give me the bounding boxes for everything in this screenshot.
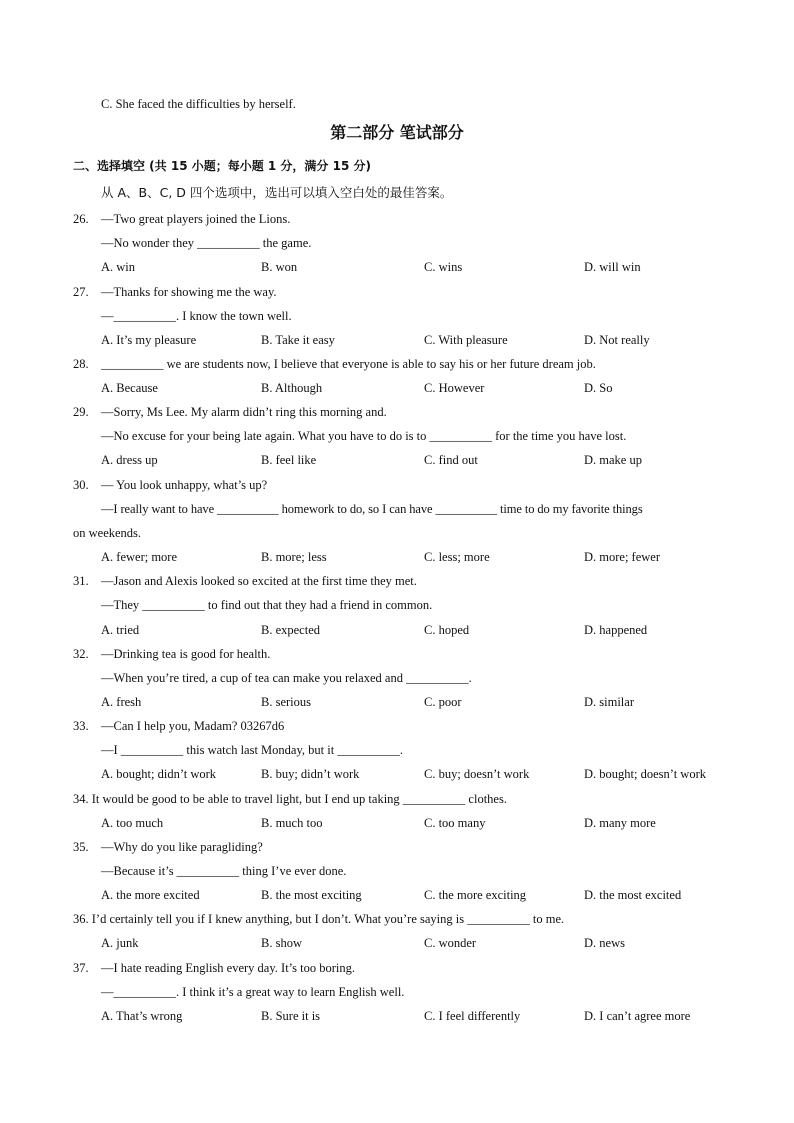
- question-number: 27.: [73, 285, 89, 299]
- question-line: I’d certainly tell you if I knew anything, but I don’t. What you’re saying is __________ to me.: [91, 912, 565, 926]
- question-36-stem: [73, 911, 564, 927]
- question-line: —__________. I think it’s a great way to learn English well.: [101, 985, 405, 999]
- option-d: D. make up: [584, 453, 642, 467]
- question-line: —Two great players joined the Lions.: [101, 212, 291, 226]
- option-a: A. dress up: [101, 453, 158, 467]
- option-c: C. hoped: [424, 623, 470, 637]
- question-number: 36.: [73, 912, 89, 926]
- option-c: C. wonder: [424, 936, 477, 950]
- option-d: D. Not really: [584, 333, 650, 347]
- question-line: —Jason and Alexis looked so excited at the first time they met.: [101, 574, 417, 588]
- question-line: —I really want to have __________ homework to do, so I can have __________ time to do my favorite things: [101, 502, 643, 516]
- question-line: —Drinking tea is good for health.: [101, 647, 271, 661]
- question-line: —No wonder they __________ the game.: [101, 236, 312, 250]
- option-a: A. bought; didn’t work: [101, 767, 217, 781]
- option-b: B. more; less: [261, 550, 327, 564]
- option-b: B. Sure it is: [261, 1009, 321, 1023]
- question-number: 31.: [73, 574, 89, 588]
- option-a: A. fresh: [101, 695, 142, 709]
- option-a: A. That’s wrong: [101, 1009, 183, 1023]
- question-line: —No excuse for your being late again. What you have to do is to __________ for the time you have lost.: [101, 429, 627, 443]
- option-c: C. buy; doesn’t work: [424, 767, 530, 781]
- option-b: B. buy; didn’t work: [261, 767, 360, 781]
- option-c: C. the more exciting: [424, 888, 527, 902]
- option-d: D. the most excited: [584, 888, 682, 902]
- option-d: D. news: [584, 936, 625, 950]
- question-number: 33.: [73, 719, 89, 733]
- option-a: A. Because: [101, 381, 158, 395]
- option-c: C. poor: [424, 695, 462, 709]
- question-line: __________ we are students now, I believe that everyone is able to say his or her future dream job.: [101, 357, 596, 371]
- section-heading: 二、选择填空 (共 15 小题；每小题 1 分，满分 15 分): [73, 159, 371, 173]
- question-line: — You look unhappy, what’s up?: [101, 478, 268, 492]
- option-a: A. too much: [101, 816, 164, 830]
- option-d: D. will win: [584, 260, 641, 274]
- option-d: D. bought; doesn’t work: [584, 767, 706, 781]
- option-b: B. Although: [261, 381, 323, 395]
- option-b: B. Take it easy: [261, 333, 335, 347]
- option-a: A. tried: [101, 623, 140, 637]
- option-c: C. However: [424, 381, 485, 395]
- option-b: B. won: [261, 260, 298, 274]
- question-line: It would be good to be able to travel light, but I end up taking __________ clothes.: [91, 792, 507, 806]
- option-c: C. I feel differently: [424, 1009, 521, 1023]
- option-b: B. expected: [261, 623, 321, 637]
- question-line: —Can I help you, Madam? 03267d6: [101, 719, 285, 733]
- previous-question-option-c: C. She faced the difficulties by herself.: [101, 97, 296, 111]
- option-a: A. the more excited: [101, 888, 200, 902]
- option-c: C. find out: [424, 453, 478, 467]
- question-number: 34.: [73, 792, 89, 806]
- question-number: 29.: [73, 405, 89, 419]
- option-d: D. similar: [584, 695, 634, 709]
- option-d: D. So: [584, 381, 613, 395]
- question-line: —They __________ to find out that they had a friend in common.: [101, 598, 433, 612]
- option-c: C. too many: [424, 816, 486, 830]
- option-b: B. the most exciting: [261, 888, 362, 902]
- part-title: 第二部分 笔试部分: [330, 123, 464, 142]
- question-line: —Why do you like paragliding?: [101, 840, 263, 854]
- question-number: 30.: [73, 478, 89, 492]
- question-line: —__________. I know the town well.: [101, 309, 292, 323]
- option-d: D. I can’t agree more: [584, 1009, 691, 1023]
- option-d: D. many more: [584, 816, 656, 830]
- question-line: —Thanks for showing me the way.: [101, 285, 277, 299]
- option-b: B. feel like: [261, 453, 317, 467]
- option-a: A. junk: [101, 936, 139, 950]
- question-line: —I __________ this watch last Monday, but it __________.: [101, 743, 403, 757]
- question-number: 35.: [73, 840, 89, 854]
- option-a: A. fewer; more: [101, 550, 178, 564]
- option-c: C. wins: [424, 260, 463, 274]
- option-b: B. serious: [261, 695, 311, 709]
- question-number: 32.: [73, 647, 89, 661]
- question-number: 28.: [73, 357, 89, 371]
- question-line: —When you’re tired, a cup of tea can make you relaxed and __________.: [101, 671, 472, 685]
- question-line: on weekends.: [73, 526, 142, 540]
- option-d: D. more; fewer: [584, 550, 661, 564]
- option-b: B. show: [261, 936, 302, 950]
- option-a: A. It’s my pleasure: [101, 333, 197, 347]
- option-a: A. win: [101, 260, 136, 274]
- question-line: —Sorry, Ms Lee. My alarm didn’t ring this morning and.: [101, 405, 387, 419]
- option-d: D. happened: [584, 623, 648, 637]
- question-number: 26.: [73, 212, 89, 226]
- question-number: 37.: [73, 961, 89, 975]
- question-line: —Because it’s __________ thing I’ve ever done.: [101, 864, 347, 878]
- option-c: C. less; more: [424, 550, 490, 564]
- question-line: —I hate reading English every day. It’s too boring.: [101, 961, 355, 975]
- section-instruction: 从 A、B、C, D 四个选项中，选出可以填入空白处的最佳答案。: [101, 185, 453, 200]
- option-b: B. much too: [261, 816, 323, 830]
- question-34-stem: [73, 791, 507, 807]
- option-c: C. With pleasure: [424, 333, 508, 347]
